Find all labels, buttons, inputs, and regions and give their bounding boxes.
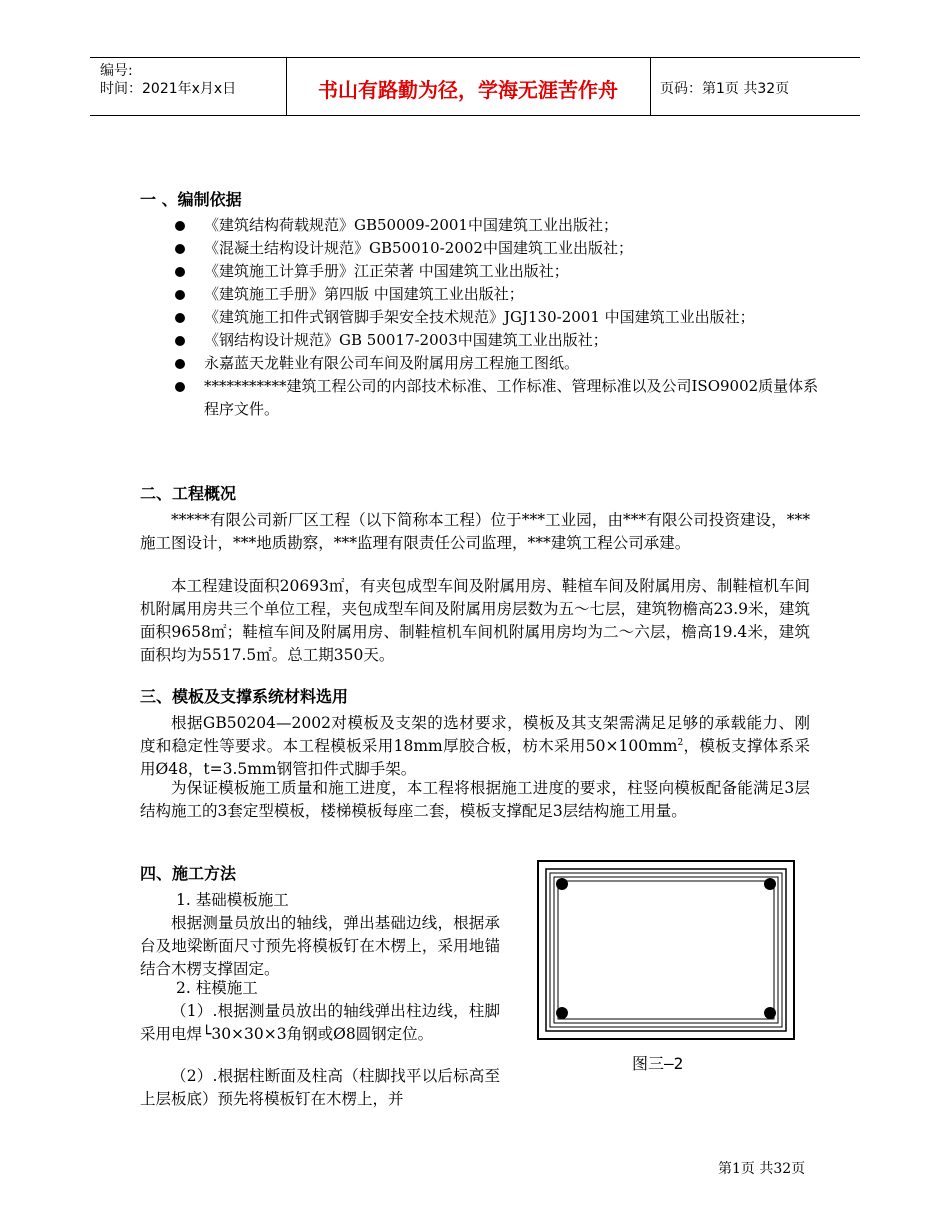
subheading-column-formwork: 2. 柱模施工 [176, 979, 258, 997]
list-item [172, 375, 822, 421]
bullet-icon [175, 221, 185, 231]
header-time-label: 时间：2021年x月x日 [100, 81, 237, 97]
section-1-title: 一 、编制依据 [140, 190, 242, 209]
materials-paragraph-1-text-a: 根据GB50204—2002对模板及支架的选材要求，模板及其支架需满足足够的承载能力、刚度和稳定性等要求。本工程模板采用18mm厚胶合板，枋木采用50×100mm [140, 714, 810, 755]
section-4-title: 四、施工方法 [140, 864, 237, 883]
list-item-text: 永嘉蓝天龙鞋业有限公司车间及附属用房工程施工图纸。 [204, 354, 580, 372]
section-3-title: 三、模板及支撑系统材料选用 [140, 687, 349, 706]
reference-list [172, 214, 822, 421]
header-number-label: 编号: [100, 63, 133, 79]
overview-paragraph-2: 本工程建设面积20693㎡，有夹包成型车间及附属用房、鞋楦车间及附属用房、制鞋楦机车间机附属用房共三个单位工程，夹包成型车间及附属用房层数为五～七层，建筑物檐高23.9米，建筑面积9658㎡；鞋楦车间及附属用房、制鞋楦机车间机附属用房均为二～六层，檐高19.4米，建筑面积均为5517.5㎡。总工期350天。 [140, 577, 811, 664]
bullet-icon [175, 336, 185, 346]
column-formwork-figure [537, 860, 795, 1040]
list-item-text: 《建筑施工手册》第四版 中国建筑工业出版社； [204, 285, 524, 303]
overview-paragraph-1: *****有限公司新厂区工程（以下简称本工程）位于***工业园，由***有限公司投资建设，***施工图设计，***地质勘察，***监理有限责任公司监理，***建筑工程公司承建。 [140, 511, 810, 552]
bullet-icon [175, 267, 185, 277]
list-item [172, 329, 822, 352]
list-item [172, 352, 822, 375]
materials-paragraph-2: 为保证模板施工质量和施工进度，本工程将根据施工进度的要求，柱竖向模板配备能满足3层结构施工的3套定型模板，楼梯模板每座二套，模板支撑配足3层结构施工用量。 [140, 779, 810, 820]
materials-paragraph-1 [140, 712, 810, 781]
bullet-icon [175, 290, 185, 300]
bullet-icon [175, 244, 185, 254]
figure-caption: 图三—2 [632, 1054, 684, 1073]
footer-page-number: 第1页 共32页 [718, 1161, 806, 1177]
list-item [172, 306, 822, 329]
bullet-icon [175, 313, 185, 323]
bullet-icon [175, 382, 185, 392]
section-2-title: 二、工程概况 [140, 484, 237, 503]
header-top-rule [90, 57, 860, 58]
header-divider-right [650, 57, 651, 115]
header-page-label: 页码：第1页 共32页 [660, 81, 790, 97]
list-item [172, 214, 822, 237]
header-bottom-rule [90, 115, 860, 116]
list-item-text: 《钢结构设计规范》GB 50017-2003中国建筑工业出版社； [204, 331, 608, 349]
list-item [172, 260, 822, 283]
list-item-text: 《建筑结构荷载规范》GB50009-2001中国建筑工业出版社； [204, 216, 618, 234]
list-item-text: ***********建筑工程公司的内部技术标准、工作标准、管理标准以及公司ISO9002质量体系程序文件。 [204, 377, 819, 418]
column-paragraph-1: （1）.根据测量员放出的轴线弹出柱边线，柱脚采用电焊└30×30×3角钢或Ø8圆钢定位。 [140, 1002, 500, 1043]
superscript-2: 2 [677, 737, 684, 748]
subheading-foundation-formwork: 1. 基础模板施工 [176, 891, 289, 909]
materials-paragraph-1-text-b: ，模板支撑体系采用Ø48，t=3.5mm钢管扣件式脚手架。 [140, 737, 810, 778]
list-item-text: 《建筑施工计算手册》江正荣著 中国建筑工业出版社； [204, 262, 569, 280]
list-item-text: 《建筑施工扣件式钢管脚手架安全技术规范》JGJ130-2001 中国建筑工业出版社； [204, 308, 755, 326]
bullet-icon [175, 359, 185, 369]
header-motto: 书山有路勤为径，学海无涯苦作舟 [318, 78, 618, 102]
foundation-paragraph: 根据测量员放出的轴线，弹出基础边线，根据承台及地梁断面尺寸预先将模板钉在木楞上，采用地锚结合木楞支撑固定。 [140, 914, 500, 978]
list-item-text: 《混凝土结构设计规范》GB50010-2002中国建筑工业出版社； [204, 239, 633, 257]
list-item [172, 283, 822, 306]
column-paragraph-2: （2）.根据柱断面及柱高（柱脚找平以后标高至上层板底）预先将模板钉在木楞上，并 [140, 1067, 500, 1108]
list-item [172, 237, 822, 260]
